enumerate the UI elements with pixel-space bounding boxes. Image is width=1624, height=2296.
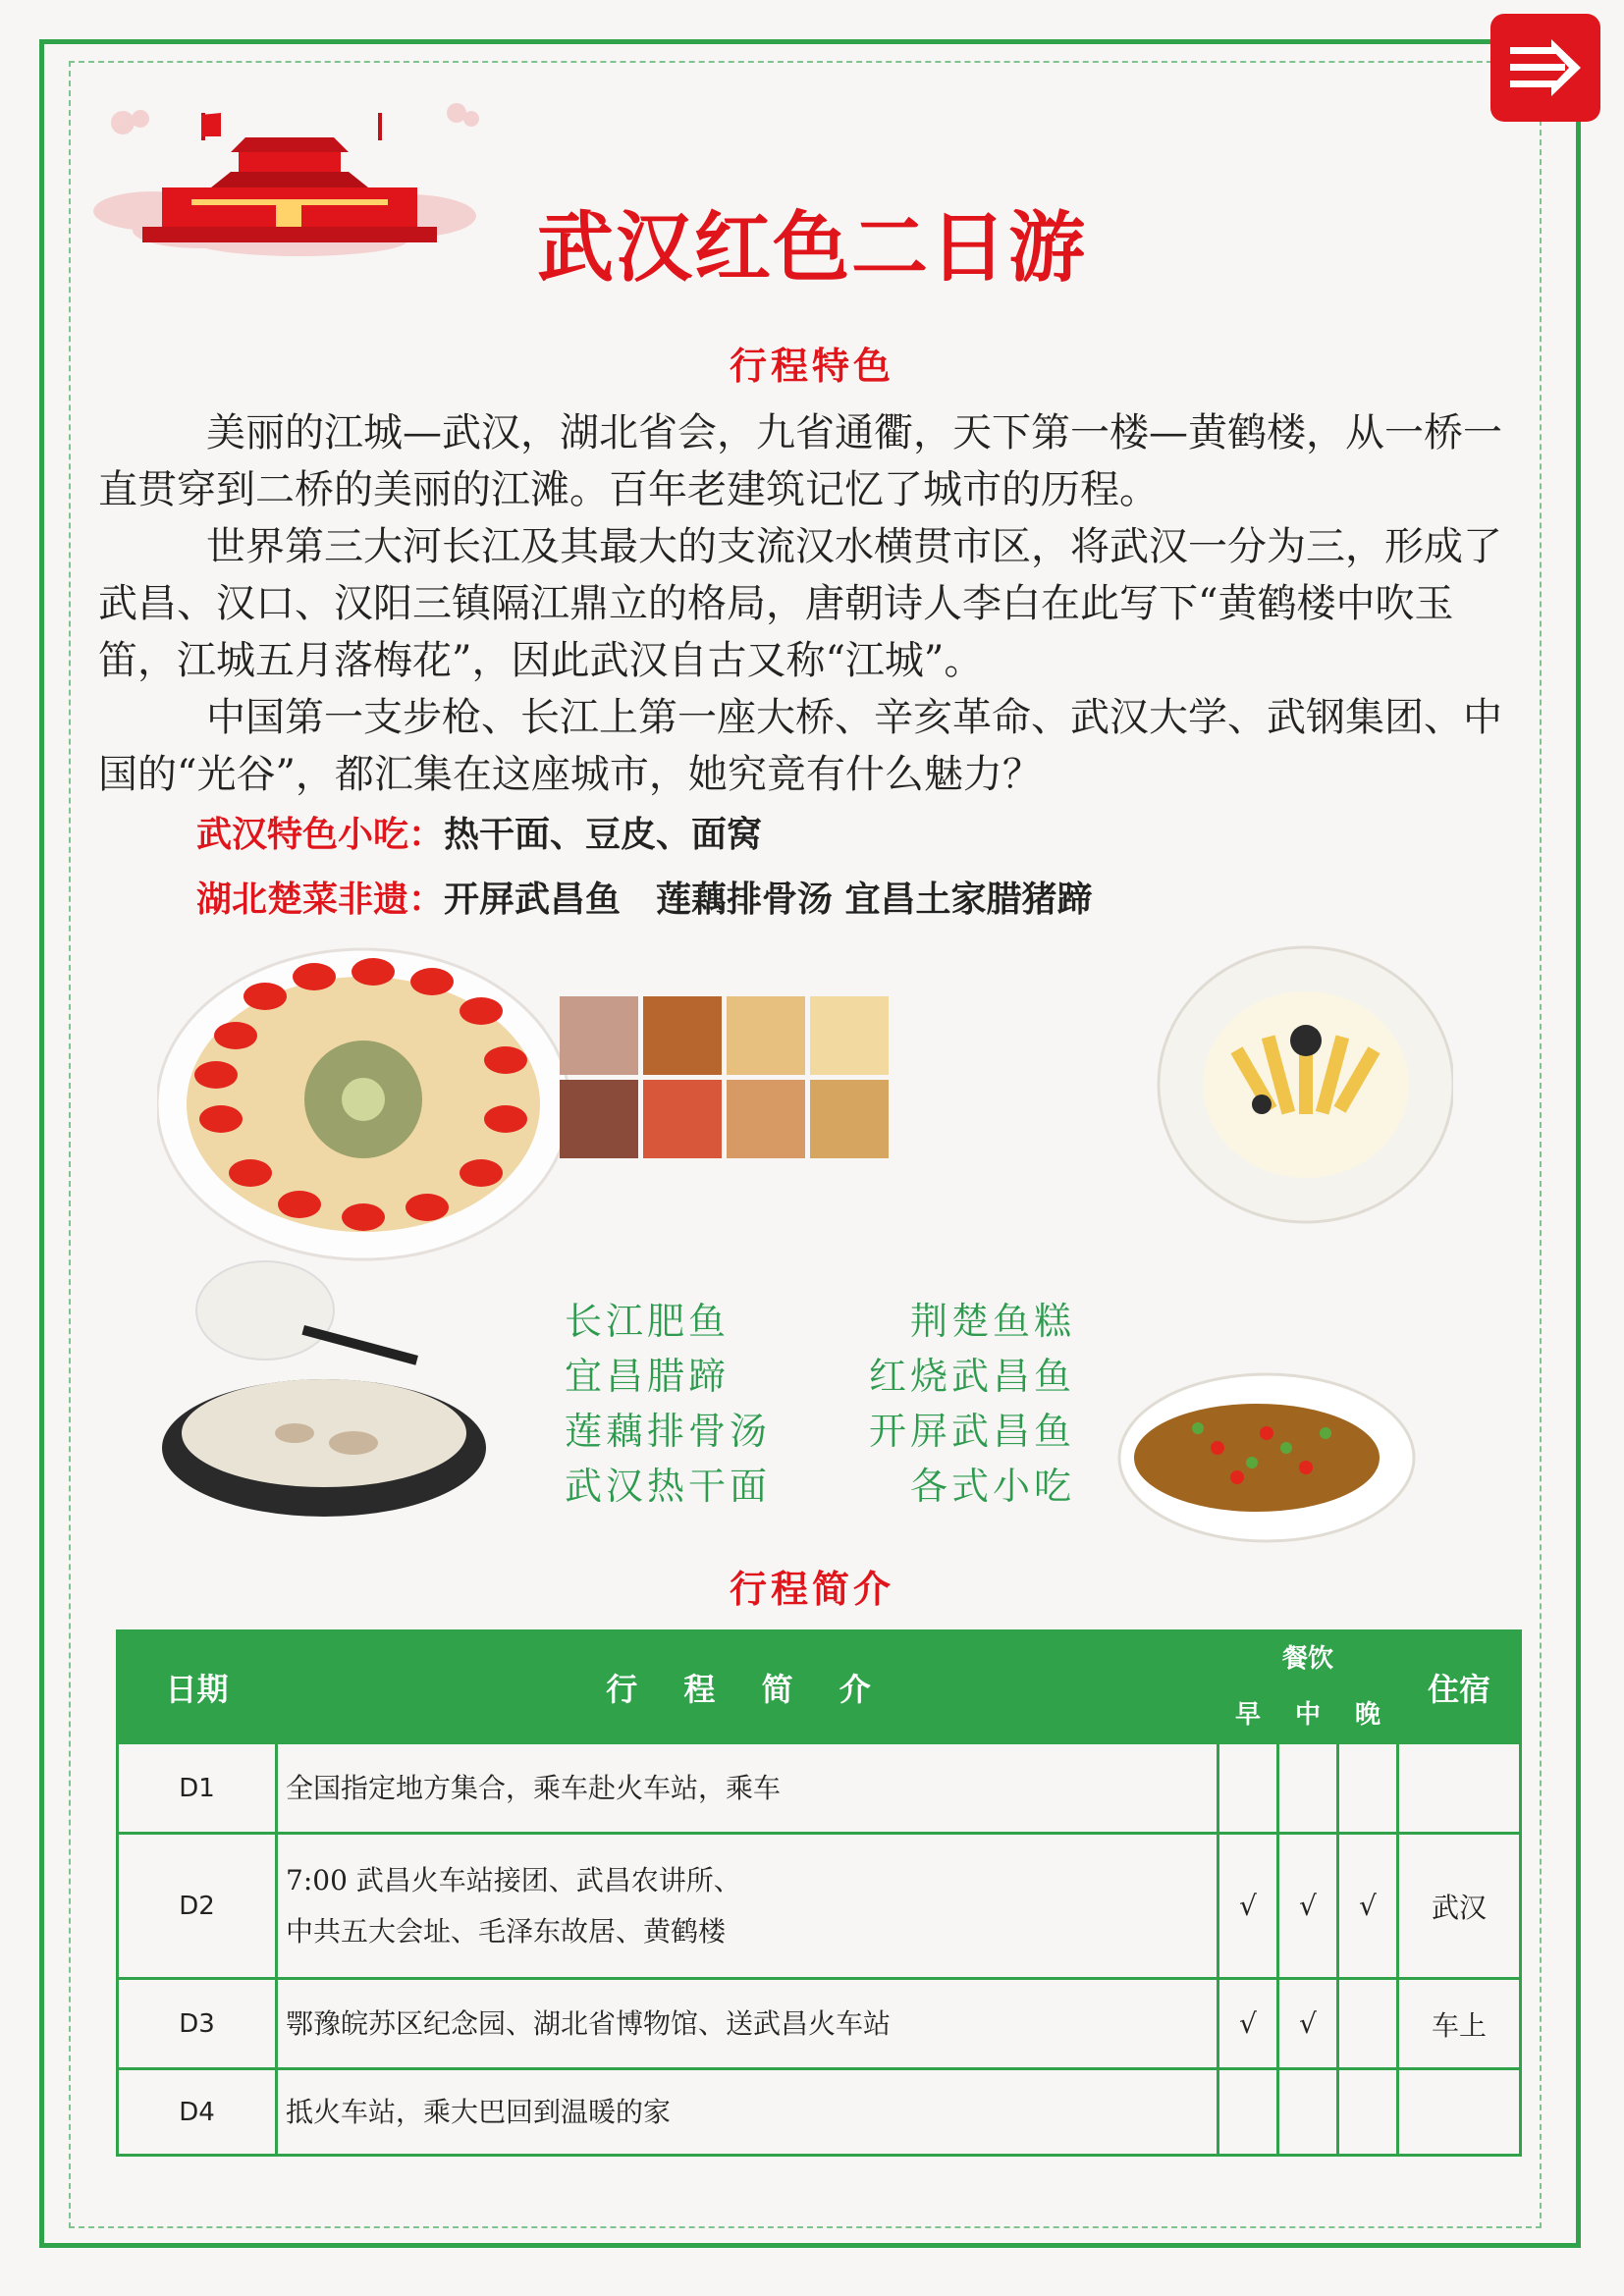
- dish-name: 荆楚鱼糕: [909, 1300, 1075, 1343]
- features-heading: 行程特色: [729, 345, 894, 388]
- snacks-label: 武汉特色小吃：: [196, 815, 445, 855]
- table-row: [118, 1979, 1521, 2069]
- small-dish-photos: [560, 996, 889, 1158]
- itinerary-heading: 行程简介: [729, 1568, 894, 1611]
- description-line: 全国指定地方集合，乘车赴火车站，乘车: [286, 1771, 782, 1804]
- cell-dinner: [1338, 1743, 1398, 1834]
- cell-day: D2: [118, 1834, 277, 1979]
- next-page-button[interactable]: [1490, 14, 1600, 122]
- dish-name: 宜昌腊蹄: [565, 1355, 731, 1398]
- description-line: 中共五大会址、毛泽东故居、黄鹤楼: [286, 1914, 727, 1948]
- cell-breakfast: √: [1218, 1979, 1278, 2069]
- snacks-line: [196, 807, 762, 857]
- intro-paragraph: 美丽的江城—武汉，湖北省会，九省通衢，天下第一楼—黄鹤楼，从一桥一直贯穿到二桥的美丽的江滩。百年老建筑记忆了城市的历程。: [98, 410, 1502, 512]
- cell-description: [277, 1834, 1218, 1979]
- dish-row: [565, 1294, 1075, 1349]
- dish-name: 长江肥鱼: [565, 1300, 731, 1343]
- header-date: 日期: [118, 1631, 277, 1743]
- dish-row: [565, 1404, 1075, 1459]
- dish-name: 开屏武昌鱼: [868, 1410, 1075, 1453]
- intro-paragraph: 世界第三大河长江及其最大的支流汉水横贯市区，将武汉一分为三，形成了武昌、汉口、汉阳三镇隔江鼎立的格局，唐朝诗人李白在此写下“黄鹤楼中吹玉笛，江城五月落梅花”，因此武汉自古又称“江城”。: [98, 524, 1502, 683]
- dish-row: [565, 1459, 1075, 1514]
- cell-day: D3: [118, 1979, 277, 2069]
- heritage-line: [196, 872, 1093, 922]
- braised-fish-photo: [1119, 1374, 1414, 1541]
- cell-description: [277, 1743, 1218, 1834]
- cell-description: [277, 1979, 1218, 2069]
- dish-names-list: [565, 1294, 1075, 1514]
- table-row: [118, 2069, 1521, 2156]
- cell-day: D4: [118, 2069, 277, 2156]
- cell-description: [277, 2069, 1218, 2156]
- description-line: 鄂豫皖苏区纪念园、湖北省博物馆、送武昌火车站: [286, 2006, 892, 2040]
- table-row: [118, 1834, 1521, 1979]
- dish-name: 武汉热干面: [565, 1465, 772, 1508]
- dish-name: 莲藕排骨汤: [565, 1410, 772, 1453]
- cell-dinner: [1338, 1979, 1398, 2069]
- cell-breakfast: √: [1218, 1834, 1278, 1979]
- cell-hotel: 武汉: [1398, 1834, 1521, 1979]
- intro-text: [98, 404, 1532, 803]
- intro-paragraph: 中国第一支步枪、长江上第一座大桥、辛亥革命、武汉大学、武钢集团、中国的“光谷”，都汇集在这座城市，她究竟有什么魅力？: [98, 695, 1502, 797]
- cell-lunch: [1278, 2069, 1338, 2156]
- dish-name: 红烧武昌鱼: [868, 1355, 1075, 1398]
- heritage-value: 开屏武昌鱼 莲藕排骨汤 宜昌土家腊猪蹄: [444, 880, 1093, 920]
- table-row: [118, 1743, 1521, 1834]
- snacks-value: 热干面、豆皮、面窝: [444, 815, 763, 855]
- cell-lunch: [1278, 1743, 1338, 1834]
- page-title: 武汉红色二日游: [536, 204, 1087, 293]
- fish-cake-photo: [1159, 947, 1453, 1222]
- arrow-right-icon: [1508, 35, 1583, 100]
- itinerary-table: [116, 1629, 1522, 2157]
- cell-breakfast: [1218, 2069, 1278, 2156]
- dish-name: 各式小吃: [909, 1465, 1075, 1508]
- cell-hotel: [1398, 2069, 1521, 2156]
- cell-hotel: 车上: [1398, 1979, 1521, 2069]
- description-line: 抵火车站，乘大巴回到温暖的家: [286, 2095, 672, 2128]
- header-meals: 餐饮: [1218, 1631, 1398, 1682]
- fish-soup-photo: [162, 1261, 486, 1517]
- dish-row: [565, 1349, 1075, 1404]
- cell-hotel: [1398, 1743, 1521, 1834]
- header-hotel: 住宿: [1398, 1631, 1521, 1743]
- header-lunch: 中: [1278, 1682, 1338, 1743]
- heritage-label: 湖北楚菜非遗：: [196, 880, 445, 920]
- header-description: 行 程 简 介: [277, 1631, 1218, 1743]
- cell-breakfast: [1218, 1743, 1278, 1834]
- header-breakfast: 早: [1218, 1682, 1278, 1743]
- cell-dinner: √: [1338, 1834, 1398, 1979]
- description-line: 7:00 武昌火车站接团、武昌农讲所、: [286, 1863, 741, 1896]
- cell-lunch: √: [1278, 1979, 1338, 2069]
- cell-lunch: √: [1278, 1834, 1338, 1979]
- header-dinner: 晚: [1338, 1682, 1398, 1743]
- fish-platter-photo: [157, 949, 569, 1259]
- cell-day: D1: [118, 1743, 277, 1834]
- cell-dinner: [1338, 2069, 1398, 2156]
